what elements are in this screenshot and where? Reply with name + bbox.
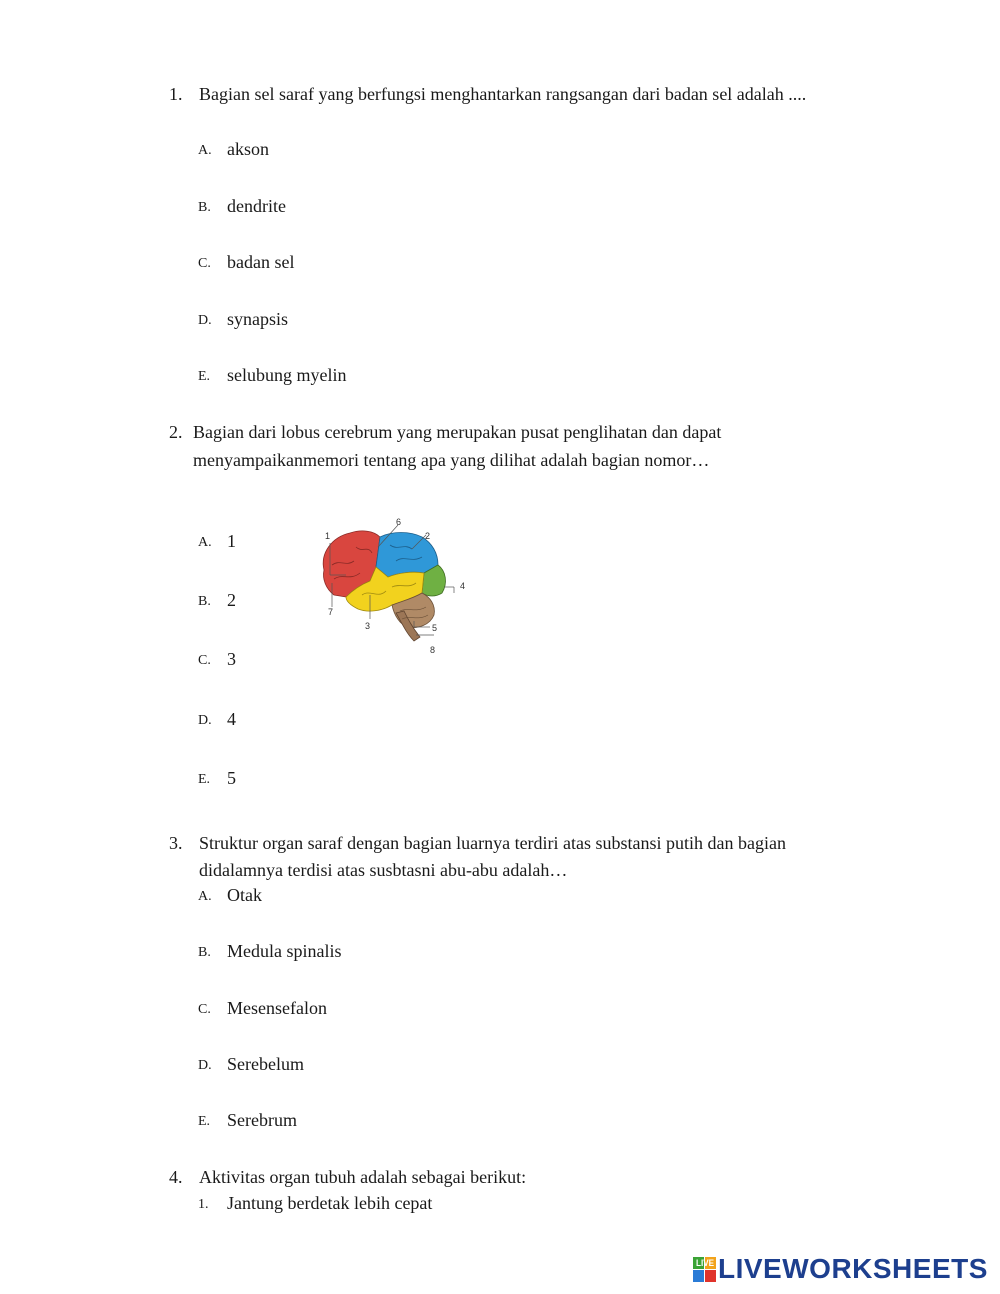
q1-option-c-letter: C. <box>198 256 211 271</box>
q3-option-a-letter: A. <box>198 889 212 904</box>
q1-option-d[interactable]: synapsis <box>227 309 289 329</box>
q3-option-b[interactable]: Medula spinalis <box>227 941 342 961</box>
brain-label-5: 5 <box>432 623 438 633</box>
question-2-number: 2. <box>169 422 183 442</box>
q2-option-e[interactable]: 5 <box>227 768 236 788</box>
q1-option-e-letter: E. <box>198 369 211 384</box>
question-4-text: Aktivitas organ tubuh adalah sebagai berikut: <box>199 1167 527 1187</box>
q3-option-d[interactable]: Serebelum <box>227 1054 304 1074</box>
brain-label-2: 2 <box>425 531 431 541</box>
q2-option-d[interactable]: 4 <box>227 709 236 729</box>
q3-option-c-letter: C. <box>198 1002 211 1017</box>
q3-option-d-letter: D. <box>198 1058 212 1073</box>
liveworksheets-logo-icon <box>693 1255 717 1285</box>
liveworksheets-logo-text: LIVEWORKSHEETS <box>718 1253 988 1284</box>
q2-option-b-letter: B. <box>198 594 211 609</box>
question-2-text-line-1: Bagian dari lobus cerebrum yang merupakan pusat penglihatan dan dapat <box>193 422 722 442</box>
q1-option-a[interactable]: akson <box>227 139 269 159</box>
q2-option-b[interactable]: 2 <box>227 590 236 610</box>
brain-lobes-figure <box>312 515 472 660</box>
question-3-number: 3. <box>169 833 183 853</box>
q4-item-1-number: 1. <box>198 1197 209 1212</box>
brain-label-4: 4 <box>460 581 466 591</box>
brain-label-6: 6 <box>396 517 402 527</box>
question-3-text-line-1: Struktur organ saraf dengan bagian luarnya terdiri atas substansi putih dan bagian <box>199 833 787 853</box>
q2-option-a[interactable]: 1 <box>227 531 236 551</box>
brain-label-1: 1 <box>325 531 331 541</box>
q2-option-e-letter: E. <box>198 772 211 787</box>
q3-option-e[interactable]: Serebrum <box>227 1110 297 1130</box>
q3-option-a[interactable]: Otak <box>227 885 262 905</box>
q1-option-d-letter: D. <box>198 313 212 328</box>
q3-option-b-letter: B. <box>198 945 211 960</box>
q4-item-1: Jantung berdetak lebih cepat <box>227 1193 433 1213</box>
q1-option-b-letter: B. <box>198 200 211 215</box>
question-3-text-line-2: didalamnya terdisi atas susbtasni abu-abu adalah… <box>199 860 568 880</box>
q1-option-c[interactable]: badan sel <box>227 252 295 272</box>
q3-option-c[interactable]: Mesensefalon <box>227 998 327 1018</box>
q2-option-c[interactable]: 3 <box>227 649 236 669</box>
logo-icon-letters: LIVE <box>696 1258 714 1268</box>
brain-label-8: 8 <box>430 645 436 655</box>
q2-option-d-letter: D. <box>198 713 212 728</box>
brain-label-7: 7 <box>328 607 334 617</box>
q3-option-e-letter: E. <box>198 1114 211 1129</box>
brain-label-3: 3 <box>365 621 371 631</box>
q2-option-c-letter: C. <box>198 653 211 668</box>
q2-option-a-letter: A. <box>198 535 212 550</box>
question-1-number: 1. <box>169 84 183 104</box>
question-4-number: 4. <box>169 1167 183 1187</box>
question-2-text-line-2: menyampaikanmemori tentang apa yang dilihat adalah bagian nomor… <box>193 450 710 470</box>
q1-option-a-letter: A. <box>198 143 212 158</box>
q1-option-b[interactable]: dendrite <box>227 196 286 216</box>
question-1-text: Bagian sel saraf yang berfungsi menghantarkan rangsangan dari badan sel adalah .... <box>199 84 807 104</box>
q1-option-e[interactable]: selubung myelin <box>227 365 347 385</box>
